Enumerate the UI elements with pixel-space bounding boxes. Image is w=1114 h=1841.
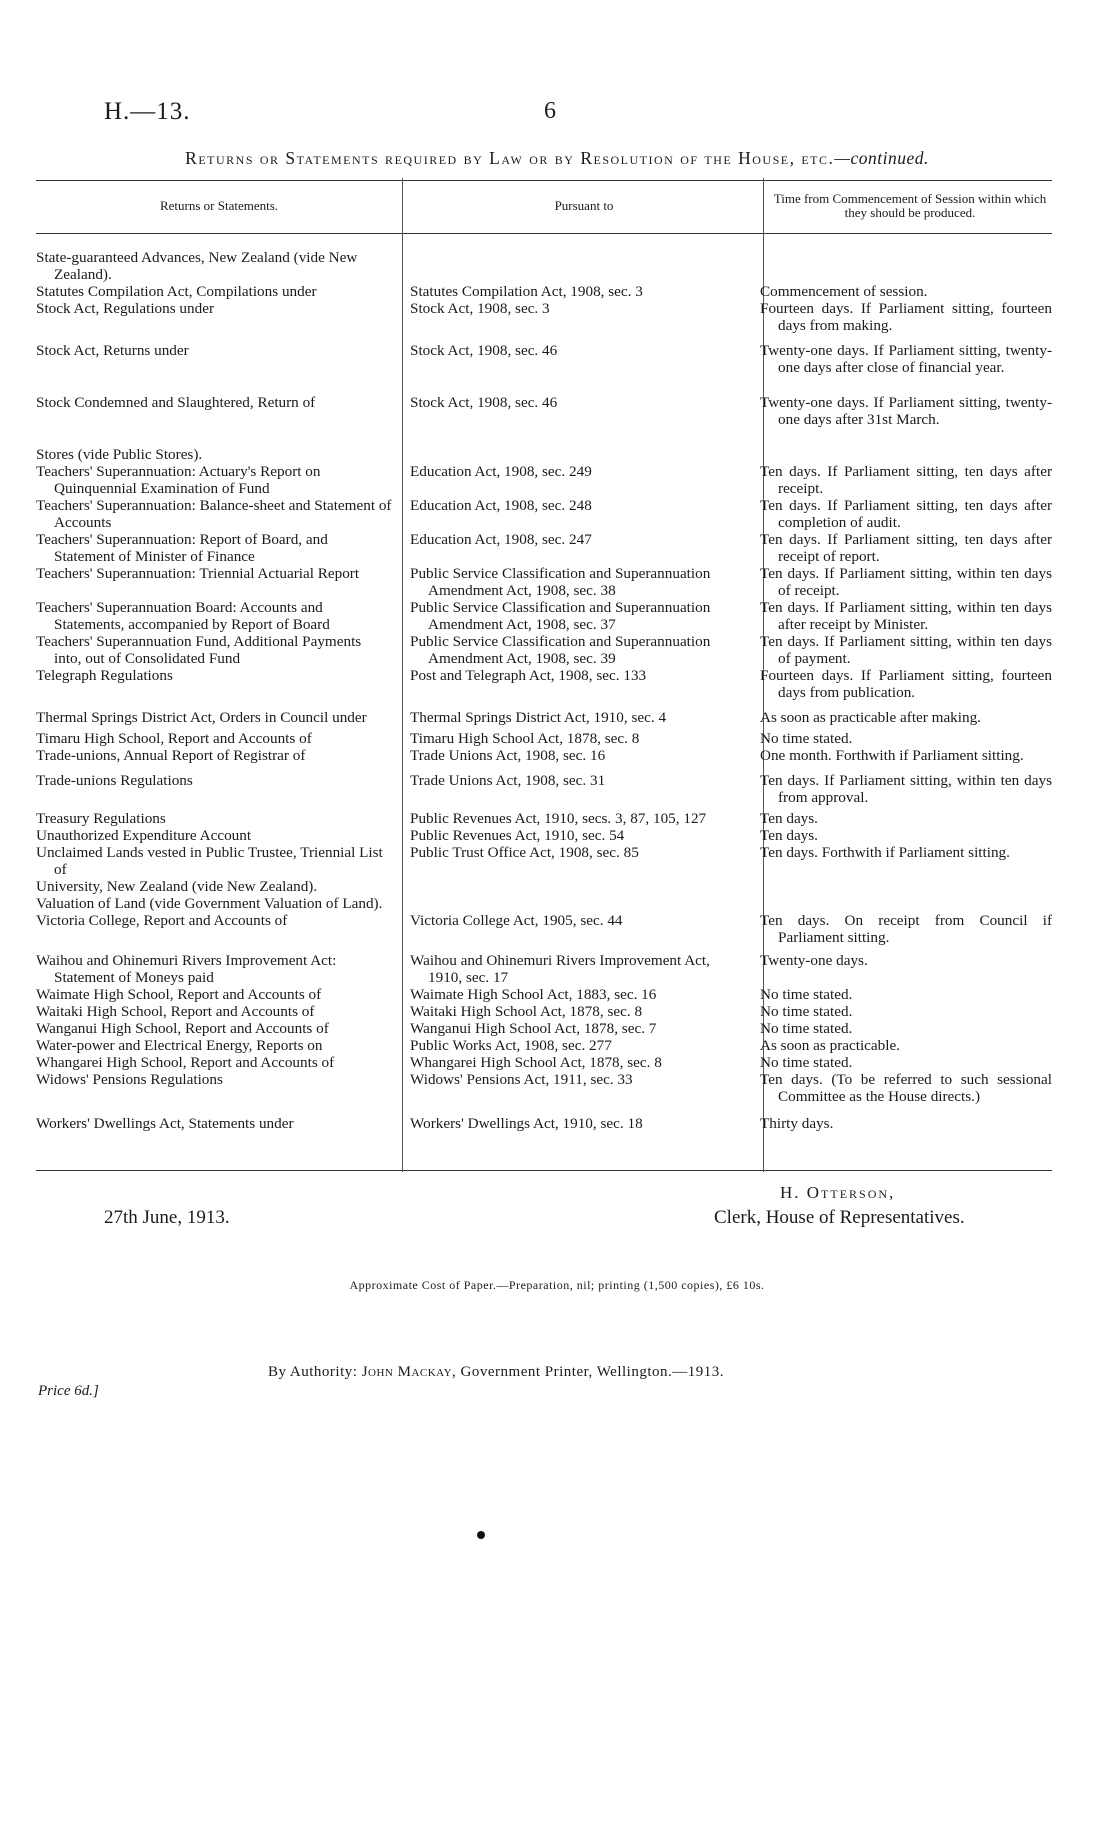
pursuant-text: Stock Act, 1908, sec. 46 (410, 342, 558, 359)
cell-pursuant (400, 565, 752, 599)
cell-time (752, 1071, 1052, 1105)
table-row (36, 895, 1052, 912)
time-text: Ten days. If Parliament sitting, ten days after completion of audit. (760, 497, 1052, 531)
table-row (36, 633, 1052, 667)
table-row (36, 730, 1052, 747)
returns-text: Valuation of Land (vide Government Valuation of Land). (36, 895, 383, 912)
pursuant-text: Timaru High School Act, 1878, sec. 8 (410, 730, 640, 747)
cell-pursuant (400, 599, 752, 633)
pursuant-text: Widows' Pensions Act, 1911, sec. 33 (410, 1071, 633, 1088)
cell-time (752, 878, 1052, 895)
pursuant-text: Statutes Compilation Act, 1908, sec. 3 (410, 283, 643, 300)
cell-returns (36, 1037, 400, 1054)
cell-time (752, 912, 1052, 946)
cell-time (752, 810, 1052, 827)
page-number: 6 (544, 98, 556, 124)
printer-name: John Mackay, (361, 1364, 457, 1380)
cell-pursuant (400, 463, 752, 497)
cell-time (752, 709, 1052, 726)
cell-time (752, 1037, 1052, 1054)
time-text: Ten days. If Parliament sitting, within ten days from approval. (760, 772, 1052, 806)
cell-pursuant (400, 878, 752, 895)
cell-pursuant (400, 1037, 752, 1054)
table-top-rule (36, 180, 1052, 181)
ink-dot (477, 1531, 485, 1539)
cell-time (752, 283, 1052, 300)
time-text: Thirty days. (760, 1115, 834, 1132)
table-row (36, 283, 1052, 300)
cell-returns (36, 810, 400, 827)
cell-returns (36, 565, 400, 599)
cell-pursuant (400, 446, 752, 463)
pursuant-text: Stock Act, 1908, sec. 46 (410, 394, 558, 411)
time-text: Ten days. If Parliament sitting, ten days after receipt of report. (760, 531, 1052, 565)
cell-pursuant (400, 844, 752, 878)
returns-text: Timaru High School, Report and Accounts of (36, 730, 312, 747)
returns-text: Workers' Dwellings Act, Statements under (36, 1115, 294, 1132)
table-row (36, 772, 1052, 806)
returns-text: Stock Act, Regulations under (36, 300, 215, 317)
pursuant-text: Public Service Classification and Superannuation Amendment Act, 1908, sec. 37 (410, 599, 711, 633)
time-text: Fourteen days. If Parliament sitting, fourteen days from making. (760, 300, 1052, 334)
time-text: Fourteen days. If Parliament sitting, fourteen days from publication. (760, 667, 1052, 701)
cell-pursuant (400, 827, 752, 844)
pursuant-text: Public Service Classification and Superannuation Amendment Act, 1908, sec. 38 (410, 565, 711, 599)
cell-time (752, 747, 1052, 764)
cell-time (752, 599, 1052, 633)
table-row (36, 912, 1052, 946)
cell-time (752, 565, 1052, 599)
table-row (36, 1003, 1052, 1020)
table-row (36, 667, 1052, 701)
cell-time (752, 772, 1052, 806)
table-row (36, 1054, 1052, 1071)
cell-returns (36, 827, 400, 844)
cell-returns (36, 878, 400, 895)
cell-pursuant (400, 1071, 752, 1105)
cell-returns (36, 1115, 400, 1132)
pursuant-text: Whangarei High School Act, 1878, sec. 8 (410, 1054, 662, 1071)
pursuant-text: Victoria College Act, 1905, sec. 44 (410, 912, 623, 929)
returns-text: Stock Act, Returns under (36, 342, 189, 359)
time-text: Twenty-one days. (760, 952, 868, 969)
cost-note: Approximate Cost of Paper.—Preparation, nil; printing (1,500 copies), £6 10s. (349, 1278, 765, 1292)
pursuant-text: Thermal Springs District Act, 1910, sec. 4 (410, 709, 667, 726)
table-row (36, 342, 1052, 376)
cell-pursuant (400, 342, 752, 376)
cell-pursuant (400, 249, 752, 283)
time-text: Twenty-one days. If Parliament sitting, twenty-one days after close of financial year. (760, 342, 1052, 376)
signatory-title: Clerk, House of Representatives. (714, 1207, 965, 1228)
cell-returns (36, 986, 400, 1003)
cell-pursuant (400, 283, 752, 300)
table-row (36, 446, 1052, 463)
returns-text: Trade-unions, Annual Report of Registrar of (36, 747, 306, 764)
cell-returns (36, 1071, 400, 1105)
cell-time (752, 249, 1052, 283)
cell-time (752, 827, 1052, 844)
returns-text: Unclaimed Lands vested in Public Trustee, Triennial List of (36, 844, 383, 878)
printer-prefix: By Authority: (268, 1364, 358, 1380)
pursuant-text: Wanganui High School Act, 1878, sec. 7 (410, 1020, 657, 1037)
page-reference: H.—13. (104, 98, 191, 125)
returns-text: Teachers' Superannuation Board: Accounts and Statements, accompanied by Report of Board (36, 599, 330, 633)
cell-returns (36, 249, 400, 283)
table-row (36, 531, 1052, 565)
cell-returns (36, 446, 400, 463)
cell-returns (36, 844, 400, 878)
table-row (36, 1115, 1052, 1132)
pursuant-text: Waitaki High School Act, 1878, sec. 8 (410, 1003, 643, 1020)
cell-pursuant (400, 394, 752, 428)
cell-pursuant (400, 667, 752, 701)
returns-text: Stock Condemned and Slaughtered, Return of (36, 394, 316, 411)
time-text: Ten days. (760, 810, 818, 827)
cell-time (752, 394, 1052, 428)
pursuant-text: Public Works Act, 1908, sec. 277 (410, 1037, 612, 1054)
table-row (36, 827, 1052, 844)
cell-returns (36, 394, 400, 428)
cell-pursuant (400, 1020, 752, 1037)
cell-pursuant (400, 986, 752, 1003)
table-row (36, 1037, 1052, 1054)
column-header-returns: Returns or Statements. (159, 198, 279, 213)
cell-pursuant (400, 772, 752, 806)
printer-imprint (268, 1364, 724, 1381)
table-row (36, 709, 1052, 726)
cell-pursuant (400, 300, 752, 334)
cell-pursuant (400, 747, 752, 764)
table-row (36, 497, 1052, 531)
pursuant-text: Public Service Classification and Superannuation Amendment Act, 1908, sec. 39 (410, 633, 711, 667)
pursuant-text: Waihou and Ohinemuri Rivers Improvement Act, 1910, sec. 17 (410, 952, 710, 986)
column-header-pursuant: Pursuant to (554, 198, 614, 213)
time-text: One month. Forthwith if Parliament sitting. (760, 747, 1024, 764)
table-row (36, 463, 1052, 497)
cell-pursuant (400, 531, 752, 565)
cell-returns (36, 633, 400, 667)
cell-returns (36, 497, 400, 531)
time-text: No time stated. (760, 986, 853, 1003)
cell-time (752, 531, 1052, 565)
cell-time (752, 1003, 1052, 1020)
table-row (36, 249, 1052, 283)
returns-text: Teachers' Superannuation: Balance-sheet and Statement of Accounts (36, 497, 392, 531)
table-row (36, 300, 1052, 334)
returns-text: Statutes Compilation Act, Compilations under (36, 283, 317, 300)
cell-pursuant (400, 810, 752, 827)
cell-time (752, 844, 1052, 878)
table-bottom-rule (36, 1170, 1052, 1171)
time-text: Ten days. If Parliament sitting, ten days after receipt. (760, 463, 1052, 497)
time-text: As soon as practicable. (760, 1037, 901, 1054)
time-text: No time stated. (760, 1054, 853, 1071)
cell-returns (36, 667, 400, 701)
returns-table (36, 249, 1052, 1132)
cell-pursuant (400, 633, 752, 667)
pursuant-text: Public Revenues Act, 1910, sec. 54 (410, 827, 625, 844)
time-text: Ten days. If Parliament sitting, within ten days after receipt by Minister. (760, 599, 1052, 633)
pursuant-text: Education Act, 1908, sec. 249 (410, 463, 592, 480)
cell-pursuant (400, 1054, 752, 1071)
cell-returns (36, 709, 400, 726)
cell-time (752, 1054, 1052, 1071)
returns-text: Waitaki High School, Report and Accounts of (36, 1003, 315, 1020)
price: Price 6d.] (38, 1383, 99, 1399)
time-text: Commencement of session. (760, 283, 928, 300)
returns-text: Thermal Springs District Act, Orders in Council under (36, 709, 367, 726)
cell-returns (36, 912, 400, 946)
pursuant-text: Education Act, 1908, sec. 247 (410, 531, 592, 548)
pursuant-text: Education Act, 1908, sec. 248 (410, 497, 592, 514)
returns-text: Whangarei High School, Report and Accounts of (36, 1054, 335, 1071)
cell-time (752, 895, 1052, 912)
printer-rest: Government Printer, Wellington.—1913. (460, 1364, 725, 1380)
returns-text: Teachers' Superannuation Fund, Additional Payments into, out of Consolidated Fund (36, 633, 362, 667)
cell-time (752, 1115, 1052, 1132)
cell-pursuant (400, 952, 752, 986)
title-continued: —continued. (834, 148, 929, 168)
cell-returns (36, 1020, 400, 1037)
date: 27th June, 1913. (104, 1207, 230, 1228)
returns-text: Teachers' Superannuation: Actuary's Report on Quinquennial Examination of Fund (36, 463, 321, 497)
time-text: No time stated. (760, 1003, 853, 1020)
time-text: As soon as practicable after making. (760, 709, 981, 726)
time-text: Ten days. Forthwith if Parliament sitting. (760, 844, 1010, 861)
cell-time (752, 730, 1052, 747)
cell-returns (36, 747, 400, 764)
time-text: Ten days. (760, 827, 818, 844)
pursuant-text: Public Trust Office Act, 1908, sec. 85 (410, 844, 639, 861)
cell-returns (36, 463, 400, 497)
returns-text: Widows' Pensions Regulations (36, 1071, 223, 1088)
title-text: Returns or Statements required by Law or by Resolution of the House, etc. (185, 148, 835, 168)
cell-time (752, 667, 1052, 701)
cell-pursuant (400, 912, 752, 946)
table-row (36, 599, 1052, 633)
returns-text: Unauthorized Expenditure Account (36, 827, 252, 844)
cell-returns (36, 1003, 400, 1020)
cell-returns (36, 300, 400, 334)
returns-text: Victoria College, Report and Accounts of (36, 912, 288, 929)
time-text: No time stated. (760, 730, 853, 747)
returns-text: Stores (vide Public Stores). (36, 446, 203, 463)
cell-pursuant (400, 730, 752, 747)
table-header-rule (36, 233, 1052, 234)
table-row (36, 878, 1052, 895)
pursuant-text: Trade Unions Act, 1908, sec. 31 (410, 772, 606, 789)
table-row (36, 394, 1052, 428)
returns-text: Waimate High School, Report and Accounts of (36, 986, 322, 1003)
returns-text: Treasury Regulations (36, 810, 166, 827)
table-row (36, 844, 1052, 878)
column-header-time: Time from Commencement of Session within which they should be produced. (773, 191, 1047, 220)
time-text: No time stated. (760, 1020, 853, 1037)
returns-text: Wanganui High School, Report and Accounts of (36, 1020, 329, 1037)
pursuant-text: Post and Telegraph Act, 1908, sec. 133 (410, 667, 647, 684)
pursuant-text: Workers' Dwellings Act, 1910, sec. 18 (410, 1115, 643, 1132)
time-text: Ten days. If Parliament sitting, within ten days of payment. (760, 633, 1052, 667)
time-text: Ten days. On receipt from Council if Parliament sitting. (760, 912, 1052, 946)
cell-time (752, 986, 1052, 1003)
cell-returns (36, 772, 400, 806)
cell-time (752, 952, 1052, 986)
cell-pursuant (400, 895, 752, 912)
cell-time (752, 497, 1052, 531)
cell-time (752, 1020, 1052, 1037)
returns-text: Water-power and Electrical Energy, Reports on (36, 1037, 323, 1054)
page-title (0, 148, 1114, 169)
cell-pursuant (400, 497, 752, 531)
cell-returns (36, 283, 400, 300)
table-row (36, 747, 1052, 764)
cell-time (752, 463, 1052, 497)
table-row (36, 1020, 1052, 1037)
cell-time (752, 300, 1052, 334)
table-row (36, 952, 1052, 986)
table-row (36, 810, 1052, 827)
signatory-name: H. Otterson, (780, 1183, 896, 1202)
cell-returns (36, 730, 400, 747)
pursuant-text: Waimate High School Act, 1883, sec. 16 (410, 986, 657, 1003)
cell-time (752, 633, 1052, 667)
time-text: Twenty-one days. If Parliament sitting, twenty-one days after 31st March. (760, 394, 1052, 428)
cell-time (752, 446, 1052, 463)
pursuant-text: Stock Act, 1908, sec. 3 (410, 300, 550, 317)
pursuant-text: Public Revenues Act, 1910, secs. 3, 87, 105, 127 (410, 810, 707, 827)
cell-returns (36, 952, 400, 986)
cell-pursuant (400, 709, 752, 726)
time-text: Ten days. (To be referred to such sessional Committee as the House directs.) (760, 1071, 1052, 1105)
pursuant-text: Trade Unions Act, 1908, sec. 16 (410, 747, 606, 764)
cell-pursuant (400, 1115, 752, 1132)
cell-time (752, 342, 1052, 376)
cell-returns (36, 599, 400, 633)
returns-text: State-guaranteed Advances, New Zealand (vide New Zealand). (36, 249, 358, 283)
table-row (36, 565, 1052, 599)
returns-text: University, New Zealand (vide New Zealand). (36, 878, 318, 895)
cell-pursuant (400, 1003, 752, 1020)
returns-text: Teachers' Superannuation: Report of Board, and Statement of Minister of Finance (36, 531, 328, 565)
returns-text: Teachers' Superannuation: Triennial Actuarial Report (36, 565, 360, 582)
cell-returns (36, 531, 400, 565)
time-text: Ten days. If Parliament sitting, within ten days of receipt. (760, 565, 1052, 599)
returns-text: Waihou and Ohinemuri Rivers Improvement Act: Statement of Moneys paid (36, 952, 337, 986)
cell-returns (36, 1054, 400, 1071)
returns-text: Telegraph Regulations (36, 667, 173, 684)
table-row (36, 1071, 1052, 1105)
cell-returns (36, 895, 400, 912)
table-row (36, 986, 1052, 1003)
returns-text: Trade-unions Regulations (36, 772, 193, 789)
cell-returns (36, 342, 400, 376)
